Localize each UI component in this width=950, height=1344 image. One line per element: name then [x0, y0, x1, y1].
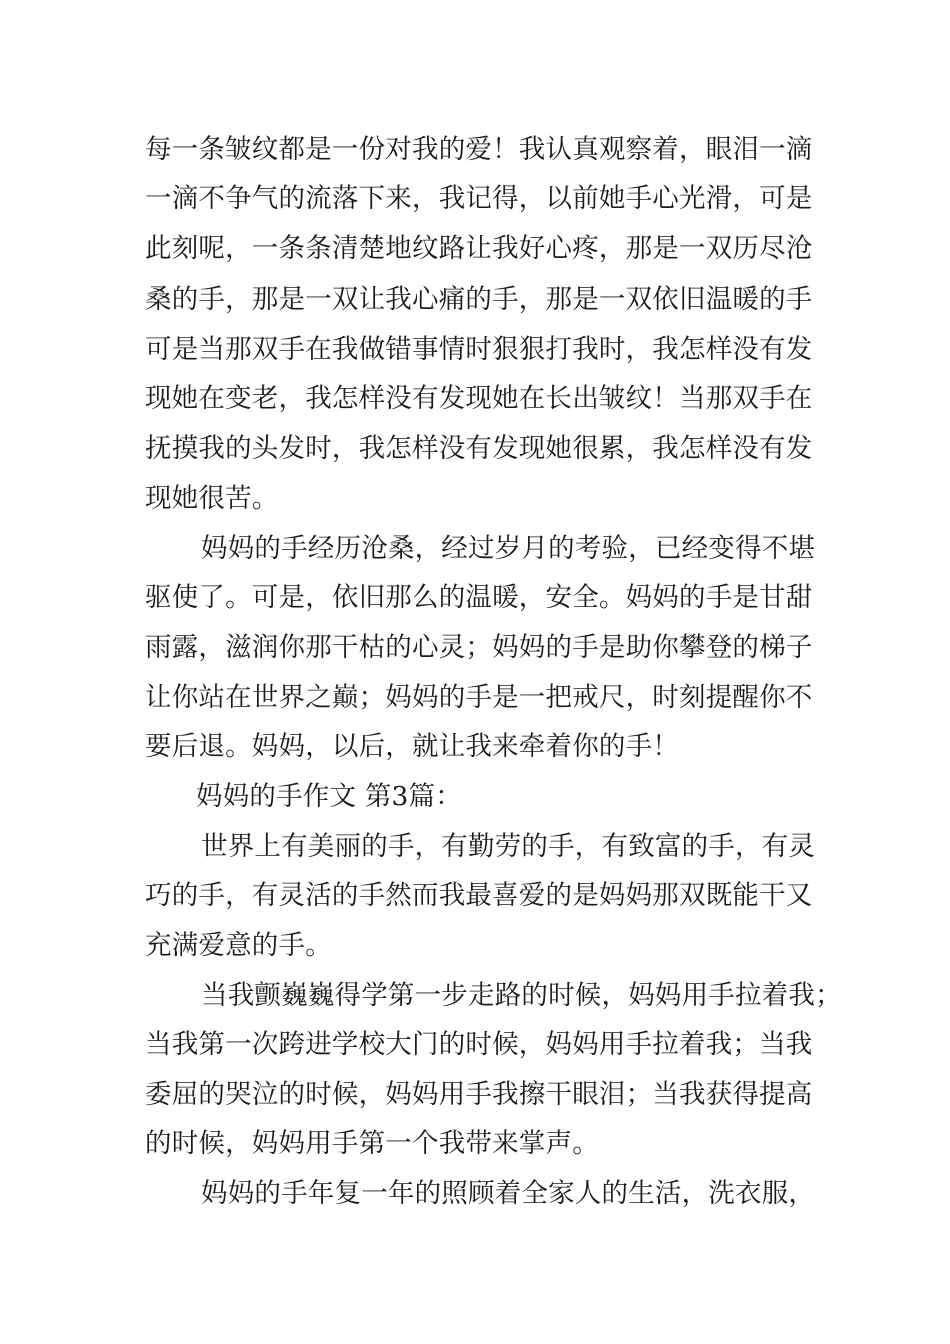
- text-line: 抚摸我的头发时，我怎样没有发现她很累，我怎样没有发: [145, 433, 813, 464]
- text-line: 委屈的哭泣的时候，妈妈用手我擦干眼泪；当我获得提高: [145, 1079, 813, 1110]
- text-line: 巧的手，有灵活的手然而我最喜爱的是妈妈那双既能干又: [145, 880, 813, 911]
- text-line: 桑的手，那是一双让我心痛的手，那是一双依旧温暖的手: [145, 284, 813, 315]
- text-line: 每一条皱纹都是一份对我的爱！我认真观察着，眼泪一滴: [145, 134, 813, 165]
- text-line: 世界上有美丽的手，有勤劳的手，有致富的手，有灵: [201, 831, 816, 862]
- text-line: 驱使了。可是，依旧那么的温暖，安全。妈妈的手是甘甜: [145, 582, 813, 613]
- text-line: 充满爱意的手。: [145, 930, 332, 961]
- text-line: 当我第一次跨进学校大门的时候，妈妈用手拉着我；当我: [145, 1029, 813, 1060]
- text-line: 妈妈的手经历沧桑，经过岁月的考验，已经变得不堪: [201, 533, 816, 564]
- text-line: 雨露，滋润你那干枯的心灵；妈妈的手是助你攀登的梯子: [145, 632, 813, 663]
- text-line: 现她在变老，我怎样没有发现她在长出皱纹！当那双手在: [145, 383, 813, 414]
- text-line: 的时候，妈妈用手第一个我带来掌声。: [145, 1128, 599, 1159]
- text-line: 此刻呢，一条条清楚地纹路让我好心疼，那是一双历尽沧: [145, 233, 813, 264]
- text-line: 一滴不争气的流落下来，我记得，以前她手心光滑，可是: [145, 183, 813, 214]
- text-line: 当我颤巍巍得学第一步走路的时候，妈妈用手拉着我；: [201, 980, 842, 1011]
- text-line: 可是当那双手在我做错事情时狠狠打我时，我怎样没有发: [145, 334, 813, 365]
- text-line: 让你站在世界之巅；妈妈的手是一把戒尺，时刻提醒你不: [145, 682, 813, 713]
- text-line: 现她很苦。: [145, 483, 279, 514]
- text-line: 要后退。妈妈，以后，就让我来牵着你的手！: [145, 731, 679, 762]
- text-line: 妈妈的手年复一年的照顾着全家人的生活，洗衣服，: [201, 1178, 816, 1209]
- section-heading: 妈妈的手作文 第3篇：: [196, 781, 462, 812]
